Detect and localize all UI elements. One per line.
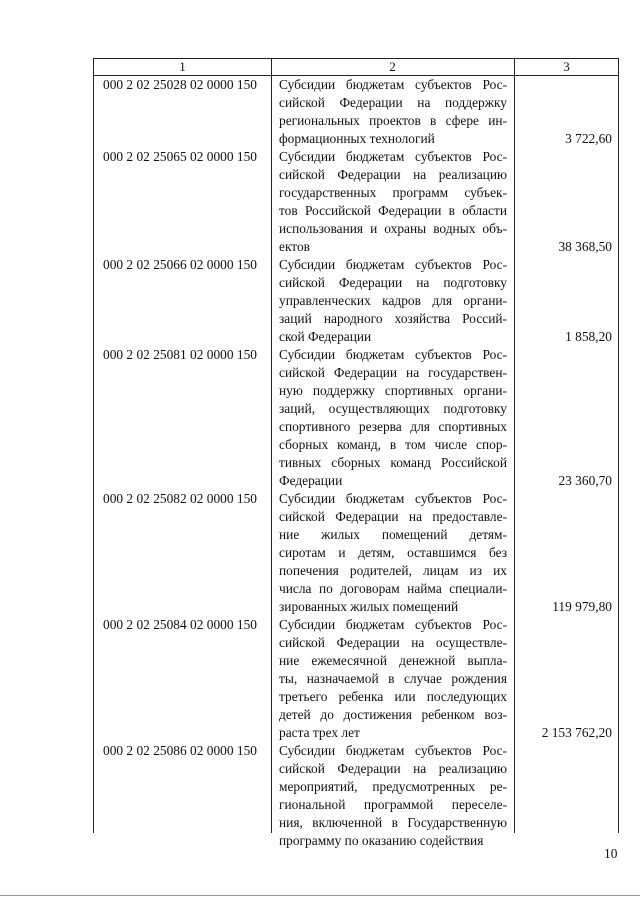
description-line: детей до достижения ребенком воз- (279, 707, 507, 722)
description-line: Субсидии бюджетам субъектов Рос- (279, 149, 507, 164)
budget-code: 000 2 02 25082 02 0000 150 (103, 491, 257, 506)
table-row (94, 490, 618, 616)
budget-table (93, 58, 619, 848)
description-line: сийской Федерации на предоставле- (279, 509, 507, 524)
row-amount: 119 979,80 (552, 599, 612, 614)
description-line: сийской Федерации на осуществле- (279, 635, 507, 650)
description-line: сийской Федерации на государствен- (279, 365, 507, 380)
description-line: программу по оказанию содействия (279, 833, 484, 848)
page-number: 10 (604, 846, 618, 861)
description-line: ние жилых помещений детям- (279, 527, 507, 542)
row-description (279, 76, 507, 148)
description-line: тов Российской Федерации в области (279, 203, 507, 218)
table-row (94, 76, 618, 148)
description-line: сийской Федерации на подготовку (279, 275, 507, 290)
description-line: Субсидии бюджетам субъектов Рос- (279, 491, 507, 506)
description-line: Субсидии бюджетам субъектов Рос- (279, 347, 507, 362)
row-amount: 2 153 762,20 (541, 725, 612, 740)
row-amount: 23 360,70 (558, 473, 612, 488)
row-amount: 38 368,50 (558, 239, 612, 254)
description-line: использования и охраны водных объ- (279, 221, 507, 236)
description-line: ты, назначаемой в случае рождения (279, 671, 507, 686)
row-description (279, 490, 507, 616)
description-line: заций народного хозяйства Россий- (279, 311, 507, 326)
description-line: региональных проектов в сфере ин- (279, 113, 507, 128)
row-description (279, 616, 507, 742)
description-line: раста трех лет (279, 725, 360, 740)
row-description (279, 256, 507, 346)
column-header-2: 2 (389, 59, 396, 74)
budget-code: 000 2 02 25065 02 0000 150 (103, 149, 257, 164)
description-line: спортивного резерва для спортивных (279, 419, 507, 434)
description-line: Субсидии бюджетам субъектов Рос- (279, 77, 507, 92)
page-edge-line (0, 895, 640, 896)
description-line: тивных сборных команд Российской (279, 455, 507, 470)
description-line: заций, осуществляющих подготовку (279, 401, 507, 416)
table-row (94, 742, 618, 850)
column-header-1: 1 (179, 59, 186, 74)
description-line: сборных команд, в том числе спор- (279, 437, 507, 452)
description-line: зированных жилых помещений (279, 599, 459, 614)
description-line: сийской Федерации на реализацию (279, 167, 507, 182)
row-amount: 1 858,20 (565, 329, 612, 344)
description-line: ектов (279, 239, 310, 254)
budget-code: 000 2 02 25066 02 0000 150 (103, 257, 257, 272)
budget-code: 000 2 02 25084 02 0000 150 (103, 617, 257, 632)
description-line: управленческих кадров для органи- (279, 293, 507, 308)
description-line: Федерации (279, 473, 343, 488)
description-line: ную поддержку спортивных органи- (279, 383, 507, 398)
description-line: сиротам и детям, оставшимся без (279, 545, 507, 560)
budget-code: 000 2 02 25028 02 0000 150 (103, 77, 257, 92)
table-row (94, 256, 618, 346)
description-line: Субсидии бюджетам субъектов Рос- (279, 617, 507, 632)
description-line: ние ежемесячной денежной выпла- (279, 653, 507, 668)
table-header (94, 59, 618, 76)
description-line: формационных технологий (279, 131, 435, 146)
description-line: ния, включенной в Государственную (279, 815, 507, 830)
description-line: Субсидии бюджетам субъектов Рос- (279, 743, 507, 758)
description-line: государственных программ субъек- (279, 185, 507, 200)
table-body (94, 76, 618, 850)
row-description (279, 346, 507, 490)
description-line: третьего ребенка или последующих (279, 689, 507, 704)
description-line: гиональной программой переселе- (279, 797, 507, 812)
description-line: числа по договорам найма специали- (279, 581, 507, 596)
table-row (94, 346, 618, 490)
description-line: ской Федерации (279, 329, 372, 344)
table-row (94, 148, 618, 256)
budget-code: 000 2 02 25081 02 0000 150 (103, 347, 257, 362)
row-description (279, 742, 507, 850)
description-line: сийской Федерации на поддержку (279, 95, 507, 110)
description-line: сийской Федерации на реализацию (279, 761, 507, 776)
row-description (279, 148, 507, 256)
table-row (94, 616, 618, 742)
column-header-3: 3 (563, 59, 570, 74)
description-line: попечения родителей, лицам из их (279, 563, 507, 578)
budget-code: 000 2 02 25086 02 0000 150 (103, 743, 257, 758)
row-amount: 3 722,60 (565, 131, 612, 146)
description-line: Субсидии бюджетам субъектов Рос- (279, 257, 507, 272)
description-line: мероприятий, предусмотренных ре- (279, 779, 507, 794)
